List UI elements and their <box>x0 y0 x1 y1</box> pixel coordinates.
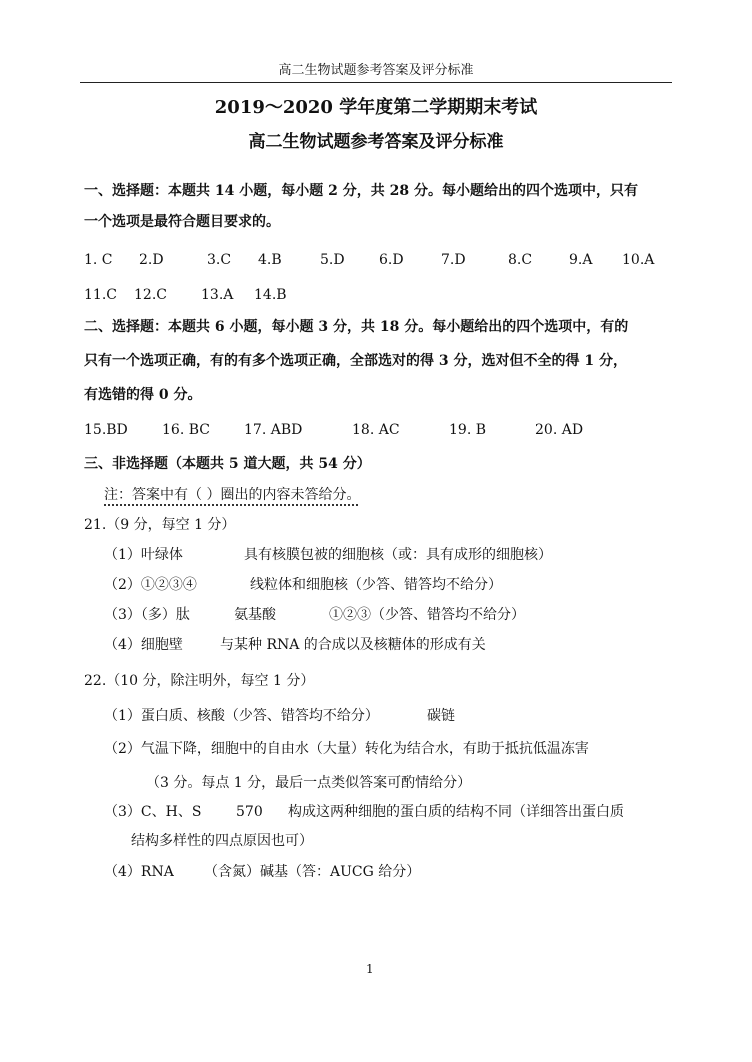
answer-item: 14.B <box>254 287 287 303</box>
answer-item: 19. B <box>449 422 487 438</box>
q21-item2-label: （2）①②③④ <box>104 577 197 593</box>
section2-heading-line3: 有选错的得 0 分。 <box>84 387 202 403</box>
answer-item: 15.BD <box>84 422 128 438</box>
q21-item3-label: （3）（多）肽 <box>104 607 190 623</box>
answer-item: 6.D <box>379 252 404 268</box>
answer-item: 17. ABD <box>244 422 303 438</box>
answer-item: 2.D <box>139 252 164 268</box>
q21-item1-answer: 具有核膜包被的细胞核（或：具有成形的细胞核） <box>244 547 552 563</box>
section3-heading: 三、非选择题（本题共 5 道大题，共 54 分） <box>84 456 371 472</box>
answer-item: 3.C <box>207 252 232 268</box>
q22-item2-line1: （2）气温下降，细胞中的自由水（大量）转化为结合水，有助于抵抗低温冻害 <box>104 741 589 757</box>
answer-item: 7.D <box>441 252 466 268</box>
answer-item: 11.C <box>84 287 117 303</box>
section2-heading-line2: 只有一个选项正确，有的有多个选项正确，全部选对的得 3 分，选对但不全的得 1 分， <box>84 353 627 369</box>
answer-item: 12.C <box>134 287 167 303</box>
q21-item4-label: （4）细胞壁 <box>104 637 183 653</box>
header-rule <box>80 82 672 83</box>
section1-heading-line2: 一个选项是最符合题目要求的。 <box>84 214 280 230</box>
q22-item3-answer-b: 570 <box>236 804 263 820</box>
section2-heading-line1: 二、选择题：本题共 6 小题，每小题 3 分，共 18 分。每小题给出的四个选项中，有的 <box>84 319 629 335</box>
q22-item2-line2: （3 分。每点 1 分，最后一点类似答案可酌情给分） <box>146 775 472 791</box>
q22-item4-answer-b: （含氮）碱基（答：AUCG 给分） <box>204 864 421 880</box>
q22-item1-answer-b: 碳链 <box>427 708 455 724</box>
answer-item: 13.A <box>201 287 234 303</box>
section1-heading-line1: 一、选择题：本题共 14 小题，每小题 2 分，共 28 分。每小题给出的四个选项中，只有 <box>84 183 638 199</box>
exam-subtitle: 高二生物试题参考答案及评分标准 <box>248 132 504 152</box>
answer-item: 18. AC <box>352 422 400 438</box>
section3-note: 注：答案中有（ ）圈出的内容未答给分。 <box>104 487 361 503</box>
q21-title: 21.（9 分，每空 1 分） <box>84 517 236 533</box>
answer-item: 5.D <box>320 252 345 268</box>
answer-item: 10.A <box>622 252 655 268</box>
answer-item: 8.C <box>508 252 533 268</box>
q21-item2-answer: 线粒体和细胞核（少答、错答均不给分） <box>250 577 502 593</box>
exam-title: 2019～2020 学年度第二学期期末考试 <box>214 97 538 118</box>
q22-item1-answer-a: （1）蛋白质、核酸（少答、错答均不给分） <box>104 708 379 724</box>
q22-item3-answer-a: （3）C、H、S <box>104 804 202 820</box>
answer-item: 9.A <box>569 252 593 268</box>
answer-item: 1. C <box>84 252 113 268</box>
answer-item: 4.B <box>258 252 282 268</box>
answer-item: 20. AD <box>535 422 584 438</box>
page-number: 1 <box>366 962 374 976</box>
q21-item3-answer-a: 氨基酸 <box>234 607 276 623</box>
answer-item: 16. BC <box>162 422 210 438</box>
q21-item3-answer-b: ①②③（少答、错答均不给分） <box>329 607 525 623</box>
q22-title: 22.（10 分，除注明外，每空 1 分） <box>84 673 315 689</box>
q21-item4-answer: 与某种 RNA 的合成以及核糖体的形成有关 <box>220 637 486 653</box>
q22-item3-line2: 结构多样性的四点原因也可） <box>131 833 313 849</box>
q22-item3-answer-c: 构成这两种细胞的蛋白质的结构不同（详细答出蛋白质 <box>288 804 624 820</box>
running-header: 高二生物试题参考答案及评分标准 <box>278 63 474 78</box>
q21-item1-label: （1）叶绿体 <box>104 547 183 563</box>
q22-item4-answer-a: （4）RNA <box>104 864 174 880</box>
